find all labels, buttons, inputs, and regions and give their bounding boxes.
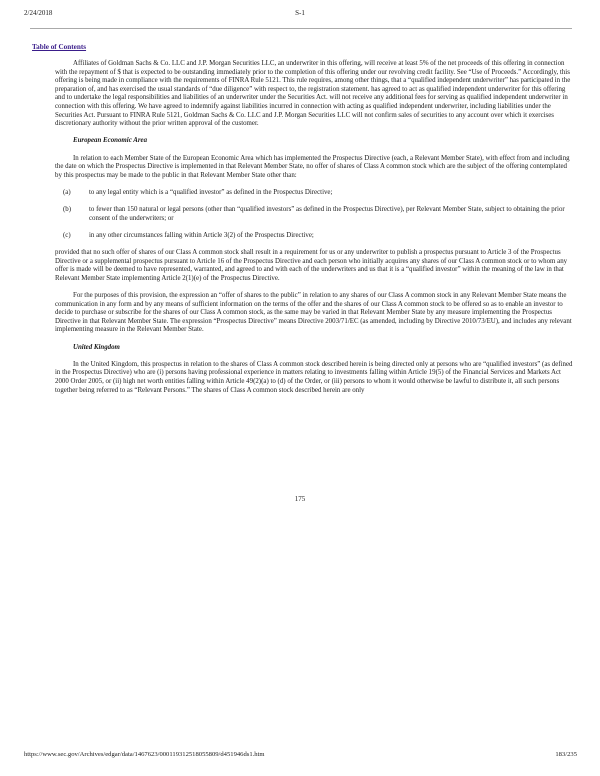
footer-url: https://www.sec.gov/Archives/edgar/data/1467623/000119312518055809/d451946ds1.htm [24, 751, 265, 758]
list-marker: (c) [63, 231, 71, 239]
uk-paragraph: In the United Kingdom, this prospectus in relation to the shares of Class A common stock described herein is being directed only at persons who are “qualified investors” (as defined in the Prospectus Directive) who are (i) persons having professional experience in matters relating to investments falling within Article 19(5) of the Financial Services and Markets Act 2000 Order 2005, or (ii) high net worth entities falling within Article 49(2)(a) to (d) of the Order, or (iii) persons to whom it would otherwise be lawful to distribute it, all such persons together being referred to as “Relevant Persons.” The shares of Class A common stock described herein are only [55, 360, 573, 394]
footer-page-count: 183/235 [555, 751, 577, 758]
table-of-contents-link[interactable]: Table of Contents [32, 43, 87, 51]
document-title: S-1 [295, 9, 305, 17]
list-marker: (a) [63, 188, 71, 196]
document-body [55, 60, 575, 404]
print-date: 2/24/2018 [24, 9, 53, 17]
list-item-text: to fewer than 150 natural or legal persons (other than “qualified investors” as defined in the Prospectus Directive), per Relevant Member State, subject to obtaining the prior consent of the underwriters; or [89, 206, 565, 222]
header-divider [30, 28, 572, 29]
list-item [55, 189, 575, 198]
section-heading-uk: United Kingdom [73, 343, 120, 351]
qiu-paragraph: Affiliates of Goldman Sachs & Co. LLC and J.P. Morgan Securities LLC, an underwriter in this offering, will receive at least 5% of the net proceeds of this offering in connection with the repayment of $ that is expected to be outstanding immediately prior to the completion of this offering under our revolving credit facility. See “Use of Proceeds.” Accordingly, this offering is being made in compliance with the requirements of FINRA Rule 5121. This rule requires, among other things, that a “qualified independent underwriter” has participated in the preparation of, and has exercised the usual standards of “due diligence” with respect to, the registration statement. has agreed to act as qualified independent underwriter for this offering and to undertake the legal responsibilities and liabilities of an underwriter under the Securities Act. will not receive any additional fees for serving as qualified independent underwriter in connection with this offering. We have agreed to indemnify against liabilities incurred in connection with acting as qualified independent underwriter, including liabilities under the Securities Act. Pursuant to FINRA Rule 5121, Goldman Sachs & Co. LLC and J.P. Morgan Securities LLC will not confirm sales of securities to any account over which it exercises discretionary authority without the prior written approval of the customer. [55, 60, 571, 128]
list-item-text: in any other circumstances falling within Article 3(2) of the Prospectus Directive; [89, 231, 314, 239]
eea-intro-paragraph: In relation to each Member State of the European Economic Area which has implemented the Prospectus Directive (each, a Relevant Member State), with effect from and including the date on which the Prospectus Directive is implemented in that Relevant Member State, no offer of shares of Class A common stock which are the subject of the offering contemplated by this prospectus may be made to the public in that Relevant Member State other than: [55, 154, 570, 179]
list-item [55, 232, 575, 241]
eea-proviso-paragraph: provided that no such offer of shares of our Class A common stock shall result in a requirement for us or any underwriter to publish a prospectus pursuant to Article 3 of the Prospectus Directive or a supplemental prospectus pursuant to Article 16 of the Prospectus Directive and each person who initially acquires any shares of our Class A common stock or to whom any offer is made will be deemed to have represented, warranted, and agreed to and with each of the underwriters and us that it is a “qualified investor” within the meaning of the law in that Relevant Member State implementing Article 2(1)(e) of the Prospectus Directive. [55, 249, 568, 282]
section-heading-eea: European Economic Area [73, 137, 148, 145]
list-item [55, 206, 575, 223]
print-header [0, 0, 600, 20]
eea-definition-paragraph: For the purposes of this provision, the expression an “offer of shares to the public” in relation to any shares of our Class A common stock in any Relevant Member State means the communication in any form and by any means of sufficient information on the terms of the offer and the shares of our Class A common stock to be offered so as to enable an investor to decide to purchase or subscribe for the shares of our Class A common stock, as the same may be varied in that Relevant Member State by any measure implementing the Prospectus Directive in that Relevant Member State. The expression “Prospectus Directive” means Directive 2003/71/EC (as amended, including by Directive 2010/73/EU), and includes any relevant implementing measure in the Relevant Member State. [55, 292, 572, 334]
list-marker: (b) [63, 206, 72, 214]
page-number: 175 [294, 495, 306, 503]
list-item-text: to any legal entity which is a “qualified investor” as defined in the Prospectus Directive; [89, 188, 333, 196]
